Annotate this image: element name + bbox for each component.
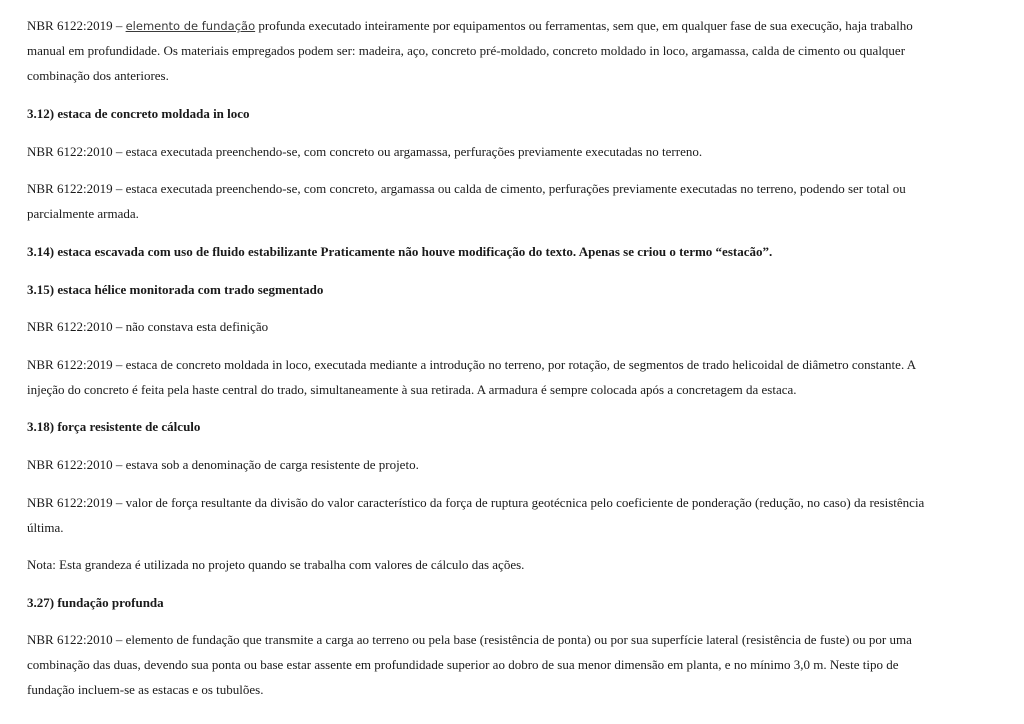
section-heading-3-27: 3.27) fundação profunda — [27, 595, 164, 610]
intro-line-2: manual em profundidade. Os materiais empregados podem ser: madeira, aço, concreto pré-moldado, concreto moldado in loco, argamassa, calda de cimento ou qualquer — [27, 43, 906, 58]
section-heading-3-15: 3.15) estaca hélice monitorada com trado segmentado — [27, 282, 324, 297]
section-heading-3-18: 3.18) força resistente de cálculo — [27, 419, 201, 434]
s318-nbr2010-text: NBR 6122:2010 – estava sob a denominação de carga resistente de projeto. — [27, 457, 419, 472]
s318-note: Nota: Esta grandeza é utilizada no projeto quando se trabalha com valores de cálculo das ações. — [27, 557, 525, 572]
s327-nbr2010-line-2: combinação das duas, devendo sua ponta ou base estar assente em profundidade superior ao dobro de sua menor dimensão em planta, e no mínimo 3,0 m. Neste tipo de — [27, 657, 899, 672]
s315-nbr2019-line-1: NBR 6122:2019 – estaca de concreto moldada in loco, executada mediante a introdução no terreno, por rotação, de segmentos de trado helicoidal de diâmetro constante. A — [27, 357, 917, 372]
s312-nbr2019-line-1: NBR 6122:2019 – estaca executada preenchendo-se, com concreto, argamassa ou calda de cimento, perfurações previamente executadas no terreno, podendo ser total ou — [27, 181, 906, 196]
s315-nbr2010-text: NBR 6122:2010 – não constava esta definição — [27, 319, 269, 334]
section-heading-3-12: 3.12) estaca de concreto moldada in loco — [27, 106, 250, 121]
s318-nbr2019-line-2: última. — [27, 520, 64, 535]
elemento-de-fundacao-link[interactable]: elemento de fundação — [125, 19, 256, 33]
s327-nbr2010-line-3: fundação incluem-se as estacas e os tubulões. — [27, 682, 264, 697]
s315-nbr2019-line-2: injeção do concreto é feita pela haste central do trado, simultaneamente à sua retirada. A armadura é sempre colocada após a concretagem da estaca. — [27, 382, 797, 397]
s312-nbr2010-text: NBR 6122:2010 – estaca executada preenchendo-se, com concreto ou argamassa, perfurações previamente executadas no terreno. — [27, 144, 703, 159]
intro-line-1-rest: profunda executado inteiramente por equipamentos ou ferramentas, sem que, em qualquer fase de sua execução, haja trabalho — [255, 18, 913, 33]
intro-line-1 — [27, 18, 913, 34]
intro-prefix: NBR 6122:2019 – — [27, 18, 126, 33]
s318-nbr2019-line-1: NBR 6122:2019 – valor de força resultante da divisão do valor característico da força de ruptura geotécnica pelo coeficiente de ponderação (redução, no caso) da resistência — [27, 495, 925, 510]
s327-nbr2010-line-1: NBR 6122:2010 – elemento de fundação que transmite a carga ao terreno ou pela base (resistência de ponta) ou por sua superfície lateral (resistência de fuste) ou por uma — [27, 632, 912, 647]
s312-nbr2019-line-2: parcialmente armada. — [27, 206, 139, 221]
section-heading-3-14: 3.14) estaca escavada com uso de fluido estabilizante Praticamente não houve modificação do texto. Apenas se criou o termo “estacão”. — [27, 244, 773, 259]
intro-line-3: combinação dos anteriores. — [27, 68, 169, 83]
